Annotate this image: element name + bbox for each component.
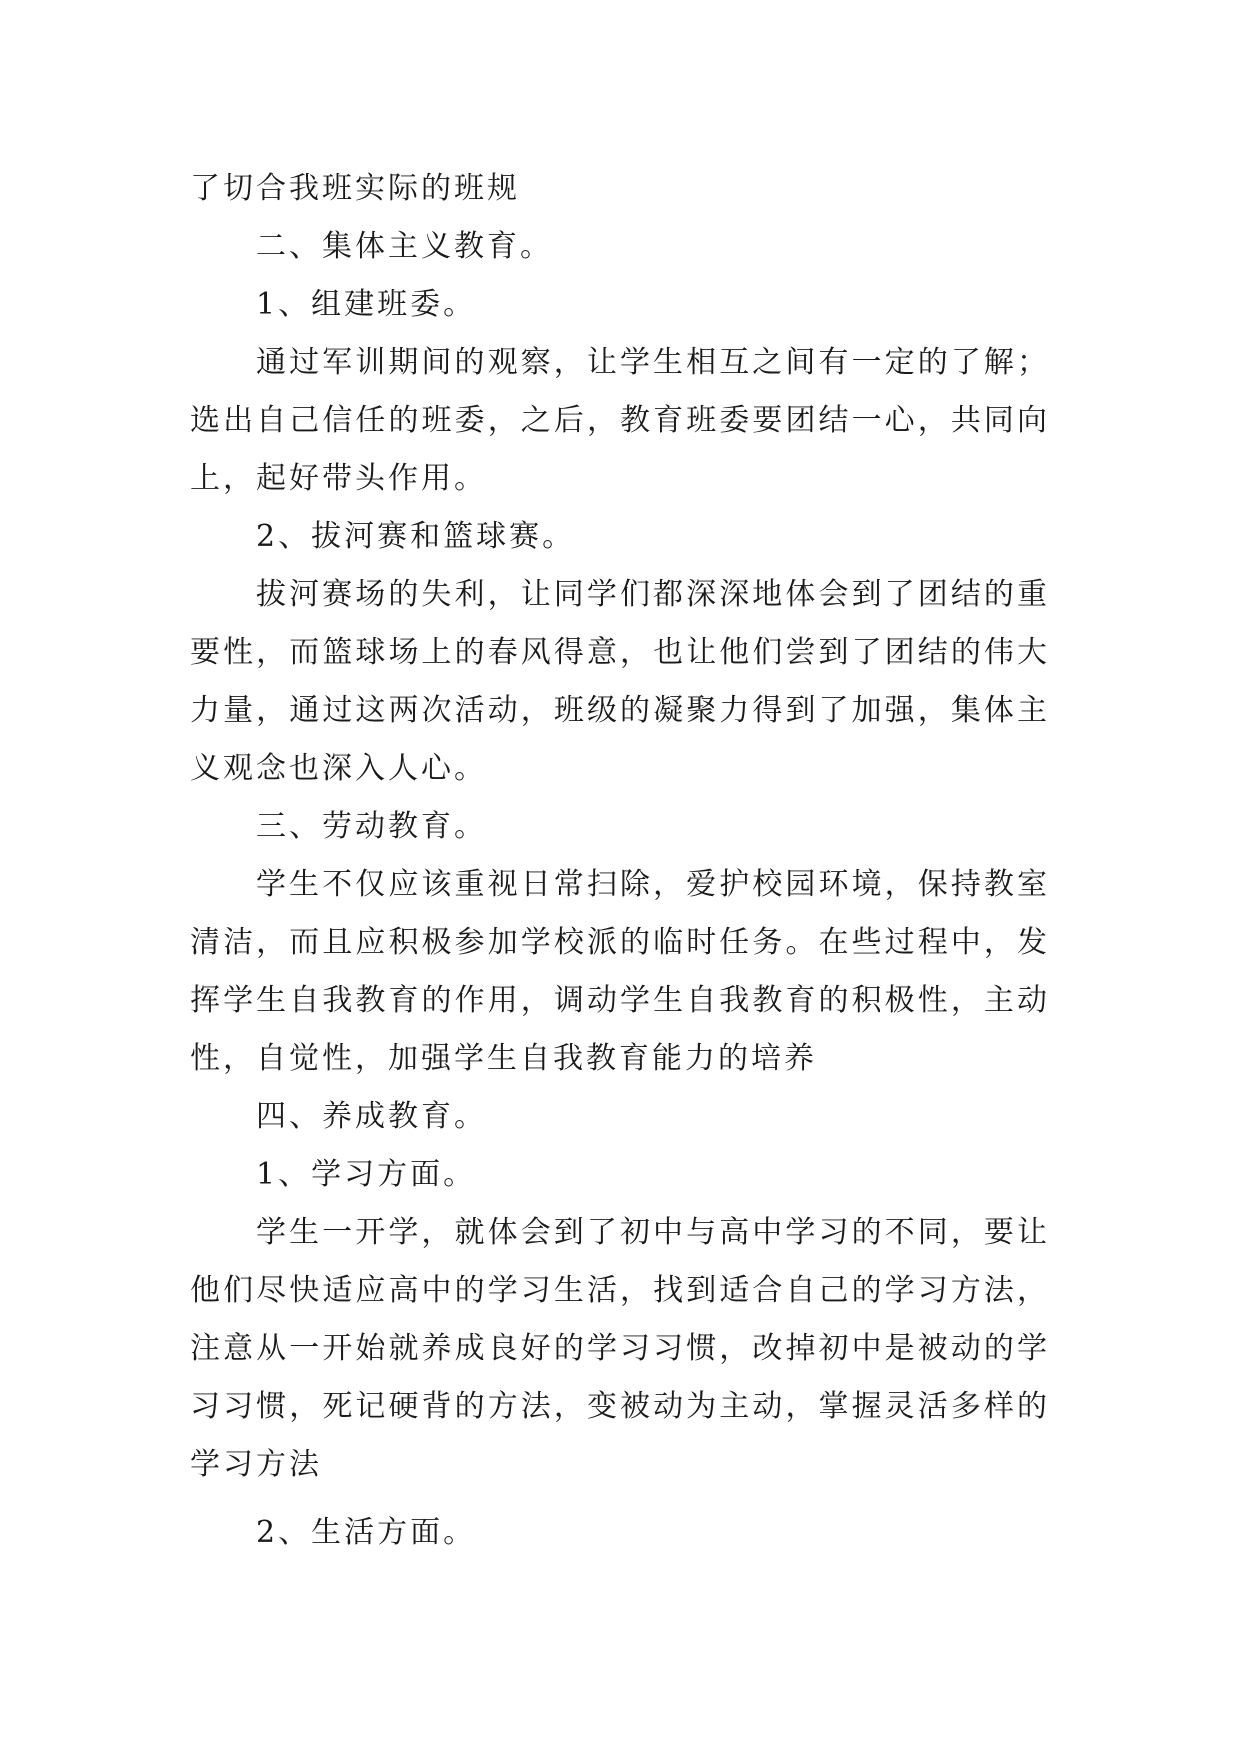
paragraph-labor: 学生不仅应该重视日常扫除，爱护校园环境，保持教室清洁，而且应积极参加学校派的临时任务。在些过程中，发挥学生自我教育的作用，调动学生自我教育的积极性，主动性，自觉性，加强学生自我教育能力的培养: [190, 867, 1050, 1076]
paragraph-class-committee: 通过军训期间的观察，让学生相互之间有一定的了解；选出自己信任的班委，之后，教育班委要团结一心，共同向上，起好带头作用。: [190, 345, 1050, 496]
section-heading-labor: 三、劳动教育。: [256, 809, 487, 844]
subheading-life: 2、生活方面。: [256, 1515, 477, 1550]
paragraph-continuation: 了切合我班实际的班规: [190, 171, 520, 206]
subheading-tug-of-war-basketball: 2、拔河赛和篮球赛。: [256, 519, 576, 554]
document-body: [190, 160, 1050, 1562]
subheading-class-committee: 1、组建班委。: [256, 287, 477, 322]
section-heading-collectivism: 二、集体主义教育。: [256, 229, 553, 264]
subheading-study: 1、学习方面。: [256, 1157, 477, 1192]
paragraph-tug-of-war-basketball: 拔河赛场的失利，让同学们都深深地体会到了团结的重要性，而篮球场上的春风得意，也让他们尝到了团结的伟大力量，通过这两次活动，班级的凝聚力得到了加强，集体主义观念也深入人心。: [190, 577, 1050, 786]
paragraph-study: 学生一开学，就体会到了初中与高中学习的不同，要让他们尽快适应高中的学习生活，找到适合自己的学习方法，注意从一开始就养成良好的学习习惯，改掉初中是被动的学习习惯，死记硬背的方法，变被动为主动，掌握灵活多样的学习方法: [190, 1215, 1050, 1482]
section-heading-habits: 四、养成教育。: [256, 1099, 487, 1134]
